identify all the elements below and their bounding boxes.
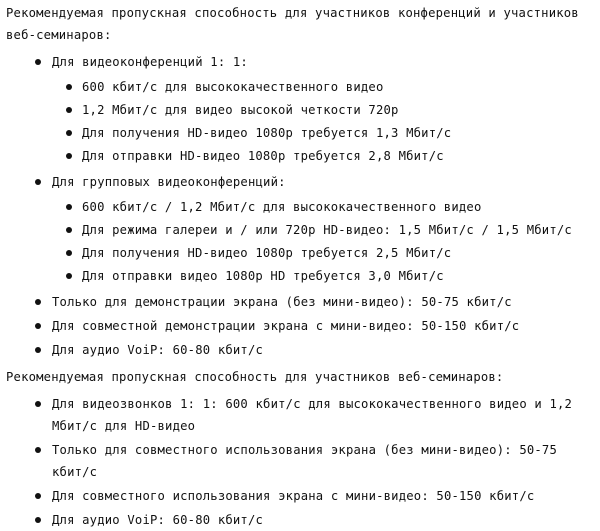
list-item-one-to-one xyxy=(6,51,596,167)
one-to-one-label: Для видеоконференций 1: 1: xyxy=(52,55,248,69)
one-to-one-sublist xyxy=(52,76,596,167)
list-item: Для совместного использования экрана с мини-видео: 50-150 кбит/с xyxy=(6,485,596,507)
sublist-item: Для отправки видео 1080p HD требуется 3,0 Мбит/с xyxy=(6,265,596,287)
webinars-list xyxy=(6,393,596,531)
list-item: Для совместной демонстрации экрана с мини-видео: 50-150 кбит/с xyxy=(6,315,596,337)
sublist-item: 1,2 Мбит/с для видео высокой четкости 720p xyxy=(6,99,596,121)
sublist-item: Для получения HD-видео 1080p требуется 1,3 Мбит/с xyxy=(6,122,596,144)
sublist-item: 600 кбит/с для высококачественного видео xyxy=(6,76,596,98)
sublist-item: Для режима галереи и / или 720p HD-видео: 1,5 Мбит/с / 1,5 Мбит/с xyxy=(6,219,596,241)
webinars-intro: Рекомендуемая пропускная способность для участников веб-семинаров: xyxy=(6,370,504,384)
list-item-group xyxy=(6,171,596,287)
sublist-item: Для получения HD-видео 1080p требуется 2,5 Мбит/с xyxy=(6,242,596,264)
sublist-item: 600 кбит/с / 1,2 Мбит/с для высококачественного видео xyxy=(6,196,596,218)
group-label: Для групповых видеоконференций: xyxy=(52,175,286,189)
sublist-item: Для отправки HD-видео 1080p требуется 2,8 Мбит/с xyxy=(6,145,596,167)
conferences-intro: Рекомендуемая пропускная способность для участников конференций и участников веб-семинаров: xyxy=(6,6,579,42)
group-sublist xyxy=(52,196,596,287)
list-item: Для видеозвонков 1: 1: 600 кбит/с для высококачественного видео и 1,2 Мбит/с для HD-видео xyxy=(6,393,596,437)
list-item: Только для демонстрации экрана (без мини-видео): 50-75 кбит/с xyxy=(6,291,596,313)
list-item: Для аудио VoiP: 60-80 кбит/с xyxy=(6,339,596,361)
list-item: Для аудио VoiP: 60-80 кбит/с xyxy=(6,509,596,531)
list-item: Только для совместного использования экрана (без мини-видео): 50-75 кбит/с xyxy=(6,439,596,483)
conferences-list xyxy=(6,51,596,361)
